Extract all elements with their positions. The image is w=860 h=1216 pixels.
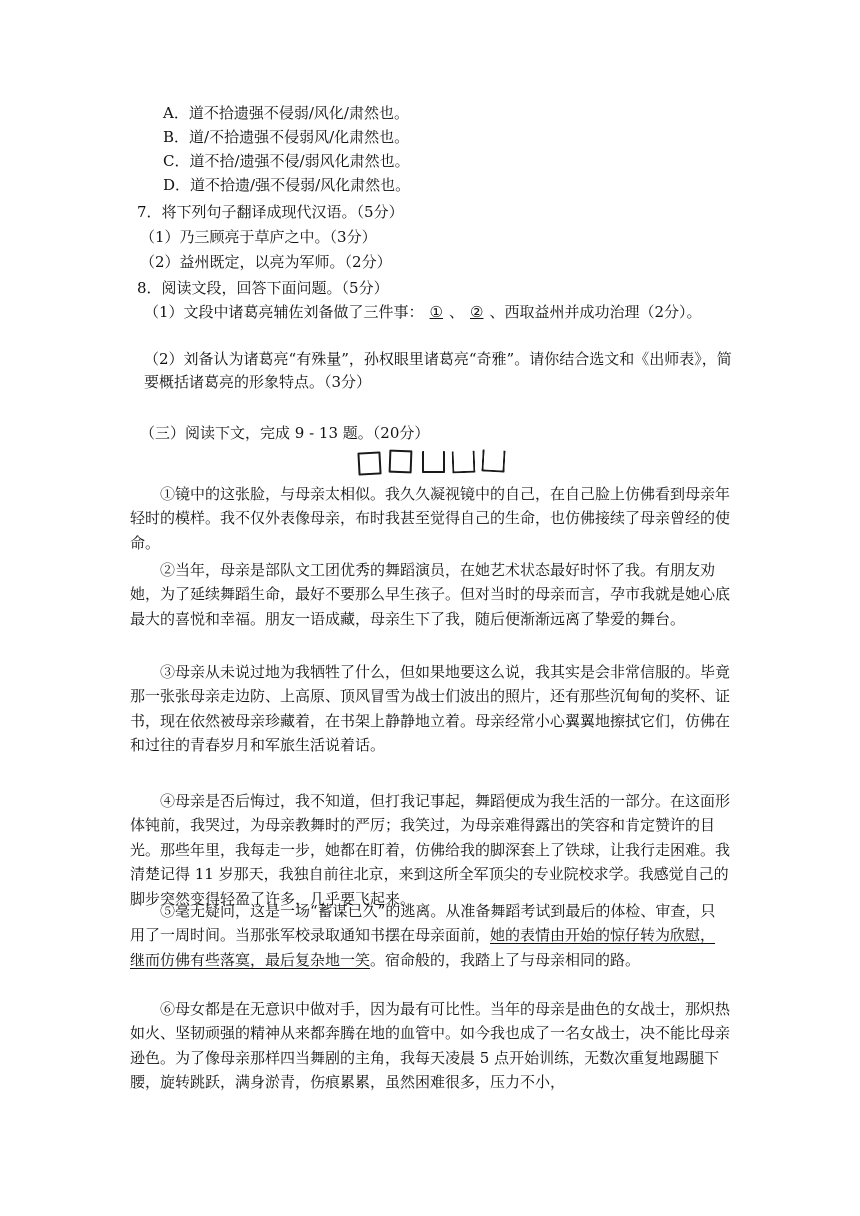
paragraph-4: ④母亲是否后悔过，我不知道，但打我记事起，舞蹈便成为我生活的一部分。在这面形体钝前，我哭过，为母亲教舞时的严厉；我笑过，为母亲难得露出的笑容和肯定赞许的目光。那些年里，我每走一步，她都在盯着，仿佛给我的脚深套上了铁球，让我行走困难。我清楚记得 11 岁那天，我独自前往北京，来到这所全军顶尖的专业院校求学。我感觉自己的脚步突然变得轻盈了许多，几乎要飞起来。 — [130, 792, 731, 908]
title-box-2 — [389, 450, 413, 474]
paragraph-5-tail: 。宿命般的，我踏上了与母亲相同的路。 — [370, 950, 641, 969]
q8-stem: 8．阅读文段，回答下面问题。（5分） — [137, 279, 389, 297]
q8-blank-1: ① — [429, 303, 443, 321]
q8-separator: 、 — [449, 303, 465, 321]
q6-option-c: C．道不拾/遗强不侵/弱风化肃然也。 — [163, 152, 410, 170]
paragraph-5-underlined: 她的表情由开始的惊仔转为欣慰，继而仿佛有些落寞，最后复杂地一笑 — [130, 926, 716, 969]
q6-option-b: B．道/不拾遗强不侵弱风/化肃然也。 — [163, 128, 410, 146]
q8-part-1-tail: 、西取益州并成功治理（2分）。 — [489, 303, 702, 321]
section-3-heading: （三）阅读下文，完成 9 - 13 题。（20分） — [140, 424, 430, 442]
paragraph-1: ①镜中的这张脸，与母亲太相似。我久久凝视镜中的自己，在自己脸上仿佛看到母亲年轻时的模样。我不仅外表像母亲，布时我甚至觉得自己的生命，也仿佛接续了母亲曾经的使命。 — [130, 485, 731, 552]
q8-part-1 — [144, 301, 736, 324]
q8-part-1-lead: （1）文段中诸葛亮辅佐刘备做了三件事： — [144, 303, 424, 321]
title-box-3 — [422, 451, 445, 473]
paragraph-6: ⑥母女都是在无意识中做对手，因为最有可比性。当年的母亲是曲色的女战士，那炽热如火、坚韧顽强的精神从来都奔腾在地的血管中。如今我也成了一名女战士，决不能比母亲逊色。为了像母亲那样四当舞剧的主角，我每天凌晨 5 点开始训练，无数次重复地踢腿下腰，旋转跳跃，满身淤青，伤痕累累，虽然困难很多，压力不小， — [130, 1000, 731, 1092]
paragraph-5 — [130, 899, 730, 972]
q8-part-2: （2）刘备认为诸葛亮“有殊量”，孙权眼里诸葛亮“奇雅”。请你结合选文和《出师表》，简要概括诸葛亮的形象特点。（3分） — [144, 350, 732, 391]
title-box-4 — [452, 451, 476, 474]
q6-option-d: D．道不拾遗/强不侵弱/风化肃然也。 — [163, 176, 411, 194]
q8-blank-2: ② — [470, 303, 484, 321]
title-box-5 — [481, 449, 505, 472]
paragraph-2: ②当年，母亲是部队文工团优秀的舞蹈演员，在她艺术状态最好时怀了我。有朋友劝她，为了延续舞蹈生命，最好不要那么早生孩子。但对当时的母亲而言，孕市我就是她心底最大的喜悦和幸福。朋友一语成藏，母亲生下了我，随后便渐渐远离了挚爱的舞台。 — [130, 561, 731, 628]
paragraph-3: ③母亲从未说过地为我牺牲了什么，但如果地要这么说，我其实是会非常信服的。毕竟那一张张母亲走边防、上高原、顶风冒雪为战士们波出的照片，还有那些沉甸甸的奖杯、证书，现在依然被母亲珍藏着，在书架上静静地立着。母亲经常小心翼翼地擦拭它们，仿佛在和过往的青春岁月和军旅生活说着话。 — [130, 663, 731, 755]
q7-stem: 7．将下列句子翻译成现代汉语。（5分） — [137, 203, 404, 221]
q6-option-a: A．道不拾遗强不侵弱/风化/肃然也。 — [163, 104, 409, 122]
title-box-1 — [357, 451, 381, 475]
q7-sentence-2: （2）益州既定，以亮为军师。（2分） — [140, 253, 392, 271]
paragraph-5-lead: ⑤毫无疑问，这是一场“蓄谋已久”的逃离。从准备舞蹈考试到最后的体检、审查，只用了一周时间。当那张军校录取通知书摆在母亲面前， — [130, 902, 716, 945]
q7-sentence-1: （1）乃三顾亮于草庐之中。（3分） — [140, 228, 377, 246]
